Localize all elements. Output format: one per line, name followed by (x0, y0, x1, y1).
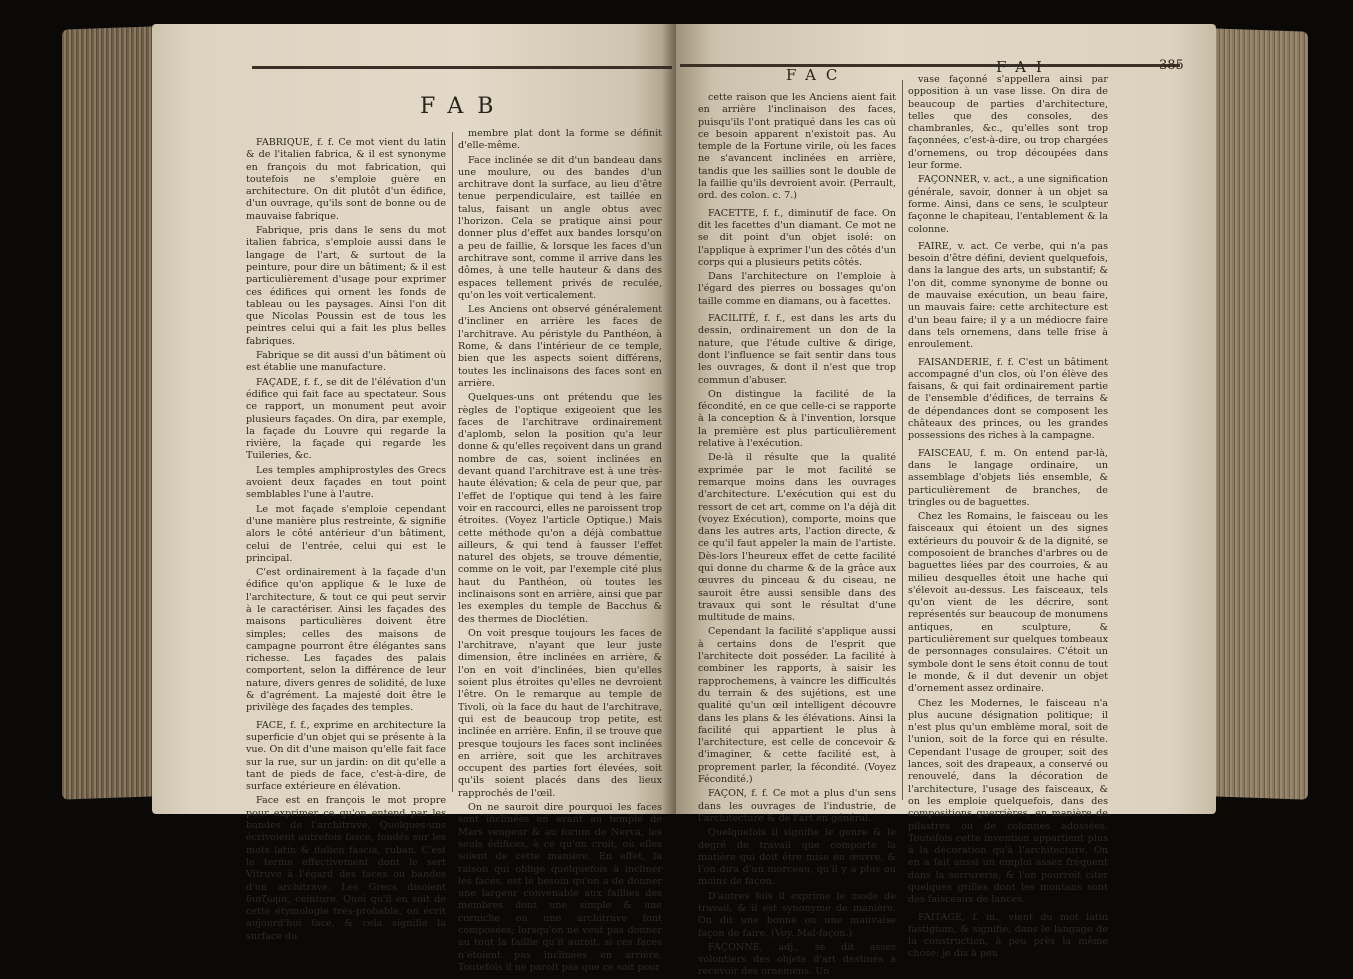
paragraph: Les temples amphiprostyles des Grecs avoient deux façades en tout point semblables l'une à l'autre. (246, 464, 446, 501)
paragraph: Cependant la facilité s'applique aussi à certains dons de l'esprit que l'architecte doit posséder. La facilité à combiner les rapports, à saisir les rapprochemens, à vaincre les difficultés du terrain & des sujétions, est une qualité qu'un œil intelligent découvre dans les plans & les élévations. Ainsi la facilité qui appartient le plus à l'architecture, est celle de concevoir & d'imaginer, & cette facilité est, à proprement parler, la fécondité. (Voyez Fécondité.) (698, 626, 896, 786)
paragraph: FAISANDERIE, f. f. C'est un bâtiment accompagné d'un clos, où l'on élève des faisans, & qui fait ordinairement partie de l'ensemble d'édifices, de terrains & de dépendances dont se composent les châteaux des princes, ou les grandes possessions des riches à la campagne. (908, 356, 1108, 442)
paragraph: FAÇADE, f. f., se dit de l'élévation d'un édifice qui fait face au spectateur. Sous ce rapport, un monument peut avoir plusieurs façades. On dira, par exemple, la façade du Louvre qui regarde la rivière, la façade qui regarde les Tuileries, &c. (246, 376, 446, 462)
right-page-running-head-right: FAI (996, 58, 1052, 76)
paragraph: FACETTE, f. f., diminutif de face. On dit les facettes d'un diamant. Ce mot ne se dit point d'un objet isolé: on l'applique à exprimer l'un des côtés d'un corps qui a plusieurs petits côtés. (698, 207, 896, 268)
left-page (152, 24, 676, 973)
column-divider (452, 132, 453, 792)
paragraph: FAIRE, v. act. Ce verbe, qui n'a pas besoin d'être défini, devient quelquefois, dans la langue des arts, un substantif; & l'on dit, comme synonyme de bonne ou de mauvaise exécution, un beau faire, un mauvais faire: cette architecture est d'un beau faire; il y a un médiocre faire dans tels ornemens, dans telle frise à enroulement. (908, 240, 1108, 351)
paragraph: FAISCEAU, f. m. On entend par-là, dans le langage ordinaire, un assemblage d'objets liés ensemble, & particulièrement de branches, de tringles ou de baguettes. (908, 447, 1108, 508)
right-column-2 (908, 74, 1108, 960)
paragraph: De-là il résulte que la qualité exprimée par le mot facilité se remarque moins dans les ouvrages d'architecture. L'exécution qui est du ressort de cet art, comme on l'a déjà dit (voyez Exécution), comporte, moins que dans les autres arts, l'action directe, & ce qu'il faut appeler la main de l'artiste. Dès-lors l'heureux effet de cette facilité qui donne du charme & de la grâce aux œuvres du pinceau & du ciseau, ne sauroit être aussi sensible dans des travaux qui sont le résultat d'une multitude de mains. (698, 452, 896, 624)
paragraph: Chez les Romains, le faisceau ou les faisceaux qui étoient un des signes extérieurs du pouvoir & de la dignité, se composoient de branches d'arbres ou de baguettes liées par des courroies, & au milieu desquelles étoit une hache qui s'élevoit au-dessus. Les faisceaux, tels qu'on vient de les décrire, sont représentés sur beaucoup de monumens antiques, en sculpture, & particulièrement sur quelques tombeaux de personnages consulaires. C'étoit un symbole dont le sens étoit connu de tout le monde, & il dut devenir un objet d'ornement assez ordinaire. (908, 511, 1108, 695)
header-rule (680, 64, 1180, 67)
paragraph: Chez les Modernes, le faisceau n'a plus aucune désignation politique; il n'est plus qu'un emblème moral, soit de l'union, soit de la force qui en résulte. Cependant l'usage de grouper, soit des lances, soit des drapeaux, a conservé ou renouvelé, dans la décoration de l'architecture, l'usage des faisceaux, & on les emploie quelquefois, dans des compositions guerrières, en manière de pilastres ou de colonnes adossées. Toutefois cette invention appartient plus à la décoration qu'à l'architecture. On en a fait aussi un emploi assez fréquent dans la serrurerie, & l'on pourroit citer quelques grilles dont les montans sont des faisceaux de lances. (908, 697, 1108, 906)
paragraph: FAÇONNER, v. act., a une signification générale, savoir, donner à un objet sa forme. Ainsi, dans ce sens, le sculpteur façonne le chapiteau, l'entablement & la colonne. (908, 174, 1108, 235)
left-column-2 (458, 128, 662, 973)
header-rule (252, 66, 672, 69)
right-page-edges (1212, 28, 1308, 799)
right-column-1 (698, 92, 896, 978)
paragraph: Fabrique se dit aussi d'un bâtiment où est établie une manufacture. (246, 350, 446, 374)
paragraph: Fabrique, pris dans le sens du mot italien fabrica, s'emploie aussi dans le langage de l'art, & surtout de la peinture, pour dire un bâtiment; & il est particulièrement d'usage pour exprimer ces édifices qui ornent les fonds de tableau ou les paysages. Ainsi l'on dit que Nicolas Poussin est de tous les peintres celui qui a fait les plus belles fabriques. (246, 225, 446, 347)
paragraph: Quelques-uns ont prétendu que les règles de l'optique exigeoient que les faces de l'architrave ordinairement d'aplomb, selon la position qu'a leur donne & qu'elles reçoivent dans un grand nombre de cas, soient inclinées en devant quand l'architrave est à une très-haute élévation; & cela de peur que, par l'effet de l'optique qui tend à les faire voir en raccourci, elles ne paroissent trop étroites. (Voyez l'article Optique.) Mais cette méthode qu'on a déjà combattue ailleurs, & qui tend à fausser l'effet naturel des objets, se trouve démentie, comme on le voit, par l'exemple cité plus haut du Panthéon, où toutes les inclinaisons sont en arrière, ainsi que par les exemples du temple de Bacchus & des thermes de Dioclétien. (458, 392, 662, 625)
right-page (676, 24, 1216, 978)
paragraph: membre plat dont la forme se définit d'elle-même. (458, 128, 662, 152)
paragraph: On distingue la facilité de la fécondité, en ce que celle-ci se rapporte à la conception & à l'invention, lorsque la première est plus particulièrement relative à l'exécution. (698, 388, 896, 450)
paragraph: Dans l'architecture on l'emploie à l'égard des pierres ou bossages qu'on taille comme en diamans, ou à facettes. (698, 271, 896, 307)
paragraph: On voit presque toujours les faces de l'architrave, n'ayant que leur juste dimension, être inclinées en arrière, & l'on en voit d'inclinées, bien qu'elles soient plus étroites qu'elles ne devroient l'être. On le remarque au temple de Tivoli, où la face du haut de l'architrave, qui est de beaucoup trop petite, est inclinée en arrière. Enfin, il se trouve que presque toujours les faces sont inclinées en arrière, soit que les architraves occupent des parties fort élevées, soit qu'ils soient placés dans des lieux rapprochés de l'œil. (458, 627, 662, 799)
paragraph: FACE, f. f., exprime en architecture la superficie d'un objet qui se présente à la vue. On dit d'une maison qu'elle fait face sur la rue, sur un jardin: on dit qu'elle a tant de pieds de face, c'est-à-dire, de surface extérieure en élévation. (246, 719, 446, 793)
paragraph: Le mot façade s'emploie cependant d'une manière plus restreinte, & signifie alors le côté antérieur d'un bâtiment, celui de l'entrée, celui qui est le principal. (246, 503, 446, 564)
left-column-1 (246, 132, 446, 942)
paragraph: cette raison que les Anciens aient fait en arrière l'inclinaison des faces, puisqu'ils l'ont pratiqué dans les cas où ce besoin apparent n'existoit pas. Au temple de la Fortune virile, où les faces ne s'avancent inclinées en arrière, tandis que les saillies sont le double de la faillie qu'ils devroient avoir. (Perrault, ord. des colon. c. 7.) (698, 92, 896, 202)
column-divider (902, 80, 903, 800)
page-number: 385 (1159, 58, 1184, 73)
paragraph: FAÇONNÉ, adj., se dit assez volontiers des objets d'art destinés à recevoir des ornemens. Un (698, 941, 896, 978)
paragraph: FAITAGE, f. m., vient du mot latin fastigium, & signifie, dans le langage de la construction, à peu près la même chose: je dis à peu (908, 911, 1108, 960)
paragraph: D'autres fois il exprime le mode de travail, & il est synonyme de manière. On dit une bonne ou une mauvaise façon de faire. (Voy. Mal-façon.) (698, 890, 896, 939)
paragraph: vase façonné s'appellera ainsi par opposition à un vase lisse. On dira de beaucoup de parties d'architecture, telles que des consoles, des chambranles, &c., qu'elles sont trop façonnées, c'est-à-dire, ou trop chargées d'ornemens, ou trop découpées dans leur forme. (908, 74, 1108, 172)
paragraph: FAÇON, f. f. Ce mot a plus d'un sens dans les ouvrages de l'industrie, de l'architecture & de l'art en général. (698, 788, 896, 824)
right-page-running-head-left: FAC (786, 66, 848, 84)
left-page-edges (62, 26, 154, 799)
paragraph: C'est ordinairement à la façade d'un édifice qu'on applique & le luxe de l'architecture, & tout ce qui peut servir à le caractériser. Ainsi les façades des maisons particulières doivent être simples; celles des maisons de campagne pourront être élégantes sans richesse. Les façades des palais comportent, selon la différence de leur nature, divers genres de solidité, de luxe & d'agrément. La majesté doit être le privilège des façades des temples. (246, 567, 446, 714)
left-page-header: FAB (420, 94, 508, 119)
paragraph: Quelquefois il signifie le genre & le degré de travail que comporte la matière qui doit être mise en œuvre, & l'on dira d'un morceau, qu'il y a plus ou moins de façon. (698, 827, 896, 888)
paragraph: FACILITÉ, f. f., est dans les arts du dessin, ordinairement un don de la nature, que l'étude cultive & dirige, dont l'influence se fait sentir dans tous les ouvrages, & dont il n'est que trop commun d'abuser. (698, 313, 896, 386)
paragraph: Face est en françois le mot propre pour exprimer ce qu'on entend par les bandes de l'architrave. Quelques-uns écrivoient autrefois fasce, fondés sur les mots latin & italien fascia, ruban. C'est le terme effectivement dont le sert Vitruve à l'égard des faces ou bandes d'un architrave. Les Grecs disoient διαζωμα, ceinture. Quoi qu'il en soit de cette étymologie très-probable, on écrit aujourd'hui face, & cela signifie la surface du (246, 795, 446, 942)
paragraph: Face inclinée se dit d'un bandeau dans une moulure, ou des bandes d'un architrave dont la surface, au lieu d'être tenue perpendiculaire, est taillée en talus, faisant un angle obtus avec l'horizon. Cela se pratique ainsi pour donner plus d'effet aux bandes lorsqu'on a peu de faillie, & lorsque les faces d'un architrave sont, comme il arrive dans les dômes, à une telle hauteur & dans des espaces tellement privés de reculée, qu'on les voit verticalement. (458, 154, 662, 301)
paragraph: Les Anciens ont observé généralement d'incliner en arrière les faces de l'architrave. Au péristyle du Panthéon, à Rome, & dans l'intérieur de ce temple, bien que les aspects soient différens, toutes les inclinaisons des faces sont en arrière. (458, 304, 662, 389)
paragraph: FABRIQUE, f. f. Ce mot vient du latin & de l'italien fabrica, & il est synonyme en françois du mot fabrication, qui toutefois ne s'emploie guère en architecture. On dit plutôt d'un édifice, d'un ouvrage, qu'ils sont de bonne ou de mauvaise fabrique. (246, 137, 446, 222)
paragraph: On ne sauroit dire pourquoi les faces sont inclinées en avant au temple de Mars vengeur & au forum de Nerva, les seuls édifices, à ce qu'on croit, où elles soient de cette manière. En effet, la raison qui oblige quelquefois à incliner les faces, est le besoin qu'on a de donner une largeur convenable aux faillies des membres dont une simple & une corniche ou une architrave font composées; lorsqu'on ne veut pas donner au tout la faillie qu'il auroit, si ces faces n'étoient pas inclinées en arrière. Toutefois il ne paroît pas que ce soit pour (458, 802, 662, 973)
